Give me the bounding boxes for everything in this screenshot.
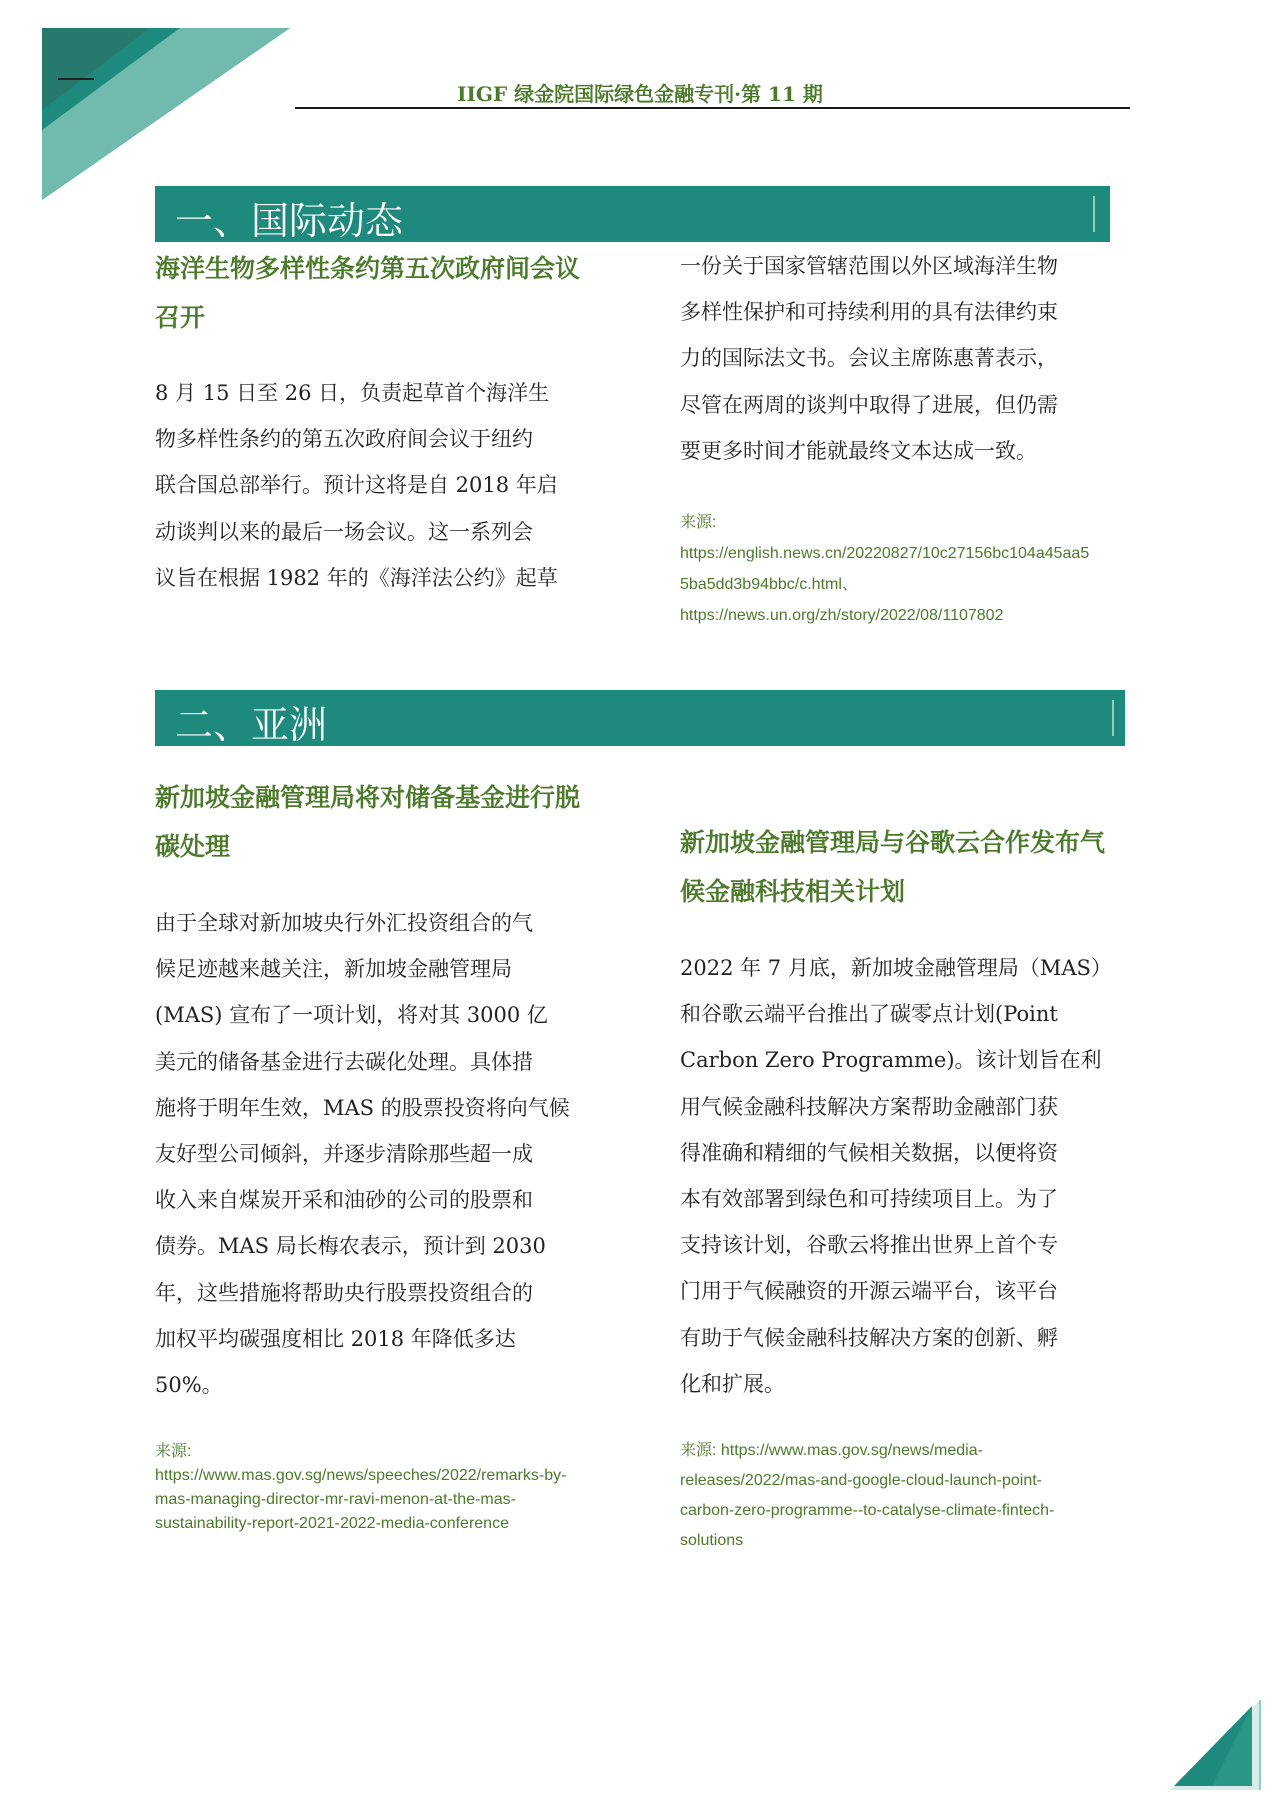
article-title-line: 碳处理 xyxy=(155,832,231,861)
article-title-line: 海洋生物多样性条约第五次政府间会议 xyxy=(155,254,581,283)
source-link[interactable]: 来源: https://www.mas.gov.sg/news/media- xyxy=(680,1442,983,1459)
body-line: 力的国际法文书。会议主席陈惠菁表示， xyxy=(680,346,1058,371)
header-rule xyxy=(295,107,1130,109)
body-line: 要更多时间才能就最终文本达成一致。 xyxy=(680,438,1037,463)
body-line: 美元的储备基金进行去碳化处理。具体措 xyxy=(155,1049,533,1074)
body-line: 本有效部署到绿色和可持续项目上。为了 xyxy=(680,1187,1058,1212)
article-body-left xyxy=(155,900,615,1408)
body-line: 50%。 xyxy=(155,1373,223,1398)
article-title-line: 召开 xyxy=(155,303,206,332)
body-line: 友好型公司倾斜，并逐步清除那些超一成 xyxy=(155,1142,533,1167)
body-line: 加权平均碳强度相比 2018 年降低多达 xyxy=(155,1326,516,1351)
article-title-line: 候金融科技相关计划 xyxy=(680,877,906,906)
section-title: 一、国际动态 xyxy=(175,199,404,243)
source-link[interactable]: 5ba5dd3b94bbc/c.html、 xyxy=(680,576,858,593)
source-link[interactable]: mas-managing-director-mr-ravi-menon-at-the-mas- xyxy=(155,1491,516,1508)
source-block xyxy=(680,507,1089,631)
article-title xyxy=(155,244,625,342)
section-banner-asia xyxy=(155,690,1125,746)
body-line: 收入来自煤炭开采和油砂的公司的股票和 xyxy=(155,1188,533,1213)
body-line: 门用于气候融资的开源云端平台，该平台 xyxy=(680,1279,1058,1304)
body-line: 动谈判以来的最后一场会议。这一系列会 xyxy=(155,519,533,544)
body-line: (MAS) 宣布了一项计划，将对其 3000 亿 xyxy=(155,1003,548,1028)
article-body-right xyxy=(680,243,1120,474)
body-line: 多样性保护和可持续利用的具有法律约束 xyxy=(680,300,1058,325)
body-line: 2022 年 7 月底，新加坡金融管理局（MAS） xyxy=(680,956,1112,980)
source-link[interactable]: sustainability-report-2021-2022-media-conference xyxy=(155,1515,509,1532)
body-line: 化和扩展。 xyxy=(680,1371,785,1396)
source-label: 来源: xyxy=(680,514,717,531)
article-title xyxy=(680,818,1130,916)
body-line: 联合国总部举行。预计这将是自 2018 年启 xyxy=(155,473,558,498)
body-line: 由于全球对新加坡央行外汇投资组合的气 xyxy=(155,911,533,935)
page-header-title: IIGF 绿金院国际绿色金融专刊·第 11 期 xyxy=(457,82,823,106)
body-line: 年，这些措施将帮助央行股票投资组合的 xyxy=(155,1280,533,1305)
section-title: 二、亚洲 xyxy=(175,703,328,747)
source-link[interactable]: releases/2022/mas-and-google-cloud-launch-point- xyxy=(680,1472,1042,1489)
body-line: Carbon Zero Programme)。该计划旨在利 xyxy=(680,1048,1102,1073)
source-block xyxy=(155,1440,566,1536)
banner-tick xyxy=(1093,196,1095,232)
section-banner-international xyxy=(155,186,1110,242)
body-line: 候足迹越来越关注，新加坡金融管理局 xyxy=(155,957,512,982)
source-block xyxy=(680,1436,1054,1556)
corner-decoration-bottom xyxy=(1160,1690,1270,1800)
body-line: 一份关于国家管辖范围以外区域海洋生物 xyxy=(680,254,1058,278)
body-line: 物多样性条约的第五次政府间会议于纽约 xyxy=(155,427,533,452)
article-body-left xyxy=(155,370,635,601)
banner-tick xyxy=(1112,700,1114,736)
body-line: 债券。MAS 局长梅农表示，预计到 2030 xyxy=(155,1234,546,1259)
source-label: 来源: xyxy=(155,1443,192,1460)
body-line: 得准确和精细的气候相关数据，以便将资 xyxy=(680,1140,1058,1165)
body-line: 尽管在两周的谈判中取得了进展，但仍需 xyxy=(680,392,1058,417)
article-title-line: 新加坡金融管理局与谷歌云合作发布气 xyxy=(680,828,1106,857)
body-line: 用气候金融科技解决方案帮助金融部门获 xyxy=(680,1094,1058,1119)
article-title-line: 新加坡金融管理局将对储备基金进行脱 xyxy=(155,783,581,812)
body-line: 和谷歌云端平台推出了碳零点计划(Point xyxy=(680,1002,1058,1027)
source-link[interactable]: solutions xyxy=(680,1532,744,1549)
body-line: 议旨在根据 1982 年的《海洋法公约》起草 xyxy=(155,565,558,590)
source-link[interactable]: carbon-zero-programme--to-catalyse-climate-fintech- xyxy=(680,1502,1055,1519)
source-link[interactable]: https://english.news.cn/20220827/10c27156bc104a45aa5 xyxy=(680,545,1090,562)
body-line: 有助于气候金融科技解决方案的创新、孵 xyxy=(680,1325,1058,1350)
source-link[interactable]: https://news.un.org/zh/story/2022/08/1107802 xyxy=(680,607,1004,624)
source-link[interactable]: https://www.mas.gov.sg/news/speeches/2022/remarks-by- xyxy=(155,1467,567,1484)
body-line: 支持该计划，谷歌云将推出世界上首个专 xyxy=(680,1233,1058,1258)
article-title xyxy=(155,773,625,871)
body-line: 8 月 15 日至 26 日，负责起草首个海洋生 xyxy=(155,381,550,405)
article-body-right xyxy=(680,945,1120,1407)
body-line: 施将于明年生效，MAS 的股票投资将向气候 xyxy=(155,1095,570,1120)
